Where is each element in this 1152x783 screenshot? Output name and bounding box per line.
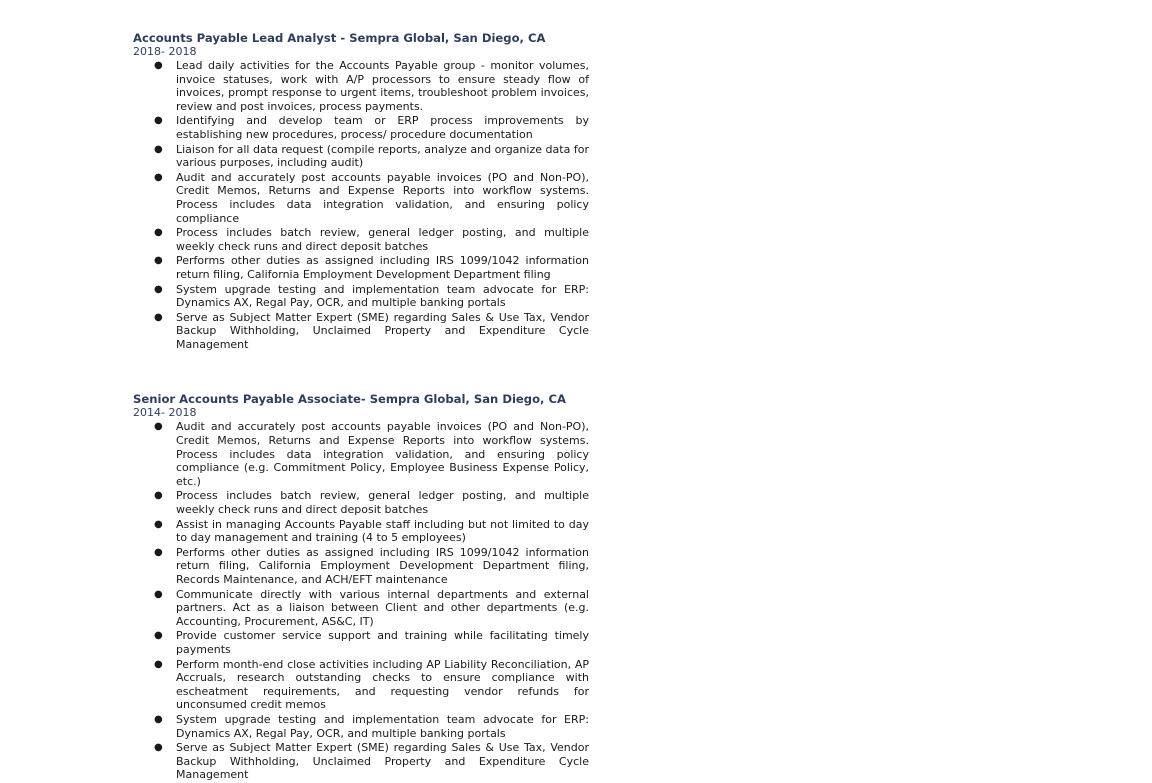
duty-text: Identifying and develop team or ERP process improvements by establishing new procedures, process/ procedure documentation	[176, 114, 589, 141]
bullet-icon: ●	[154, 227, 163, 239]
bullet-icon: ●	[154, 255, 163, 267]
bullet-icon: ●	[154, 713, 163, 725]
duty-text: Serve as Subject Matter Expert (SME) regarding Sales & Use Tax, Vendor Backup Withholding, Unclaimed Property and Expenditure Cycle Management	[176, 310, 589, 351]
bullet-icon: ●	[154, 546, 163, 558]
duties-list	[133, 420, 589, 781]
duty-text: System upgrade testing and implementation team advocate for ERP: Dynamics AX, Regal Pay, OCR, and multiple banking portals	[176, 712, 589, 740]
bullet-icon: ●	[154, 742, 163, 754]
job-entry-ap-lead-analyst	[133, 31, 589, 351]
job-entry-senior-ap-associate	[133, 392, 589, 781]
duty-item	[133, 283, 589, 310]
duty-item	[133, 629, 589, 656]
bullet-icon: ●	[154, 143, 163, 155]
duty-text: Communicate directly with various internal departments and external partners. Act as a liaison between Client and other departments (e.g. Accounting, Procurement, AS&C, IT)	[176, 587, 589, 628]
duty-text: Process includes batch review, general ledger posting, and multiple weekly check runs and direct deposit batches	[176, 226, 589, 253]
duty-item	[133, 713, 589, 740]
bullet-icon: ●	[154, 171, 163, 183]
duty-item	[133, 658, 589, 712]
duty-text: Perform month-end close activities including AP Liability Reconciliation, AP Accruals, research outstanding checks to ensure compliance with escheatment requirements, and requesting vendor refunds for unconsumed credit memos	[176, 657, 589, 712]
duty-text: Process includes batch review, general ledger posting, and multiple weekly check runs and direct deposit batches	[176, 489, 589, 517]
duty-text: Liaison for all data request (compile reports, analyze and organize data for various purposes, including audit)	[176, 142, 589, 170]
bullet-icon: ●	[154, 518, 163, 530]
duty-text: Provide customer service support and training while facilitating timely payments	[176, 629, 589, 656]
bullet-icon: ●	[154, 115, 163, 127]
duty-item	[133, 143, 589, 170]
bullet-icon: ●	[154, 658, 163, 670]
bullet-icon: ●	[154, 588, 163, 600]
job-title: Senior Accounts Payable Associate- Sempra Global, San Diego, CA	[133, 392, 566, 407]
job-dates: 2018- 2018	[133, 45, 197, 58]
duty-text: System upgrade testing and implementation team advocate for ERP: Dynamics AX, Regal Pay, OCR, and multiple banking portals	[176, 282, 589, 310]
duty-item	[133, 420, 589, 488]
duty-text: Lead daily activities for the Accounts Payable group - monitor volumes, invoice statuses, work with A/P processors to ensure steady flow of invoices, prompt response to urgent items, troubleshoot problem invoices, review and post invoices, process payments.	[176, 59, 589, 113]
duty-text: Assist in managing Accounts Payable staff including but not limited to day to day management and training (4 to 5 employees)	[176, 517, 589, 545]
job-title: Accounts Payable Lead Analyst - Sempra Global, San Diego, CA	[133, 31, 546, 45]
duty-item	[133, 546, 589, 587]
bullet-icon: ●	[154, 311, 163, 323]
bullet-icon: ●	[154, 60, 163, 71]
bullet-icon: ●	[154, 490, 163, 502]
duty-item	[133, 489, 589, 516]
duty-item	[133, 226, 589, 253]
duty-item	[133, 518, 589, 545]
bullet-icon: ●	[154, 283, 163, 295]
duty-item	[133, 171, 589, 225]
duty-text: Audit and accurately post accounts payable invoices (PO and Non-PO), Credit Memos, Returns and Expense Reports into workflow systems. Process includes data integration validation, and ensuring policy compliance	[176, 170, 589, 225]
duty-item	[133, 311, 589, 352]
duty-item	[133, 254, 589, 281]
duty-item	[133, 741, 589, 782]
bullet-icon: ●	[154, 630, 163, 642]
duties-list	[133, 59, 589, 351]
bullet-icon: ●	[154, 421, 163, 433]
duty-item	[133, 59, 589, 113]
resume-experience-section	[133, 31, 589, 783]
duty-text: Performs other duties as assigned including IRS 1099/1042 information return filing, California Employment Development Department filing, Records Maintenance, and ACH/EFT maintenance	[176, 545, 589, 586]
duty-text: Audit and accurately post accounts payable invoices (PO and Non-PO), Credit Memos, Returns and Expense Reports into workflow systems. Process includes data integration validation, and ensuring policy compliance (e.g. Commitment Policy, Employee Business Expense Policy, etc.)	[176, 420, 589, 488]
duty-item	[133, 114, 589, 141]
duty-text: Serve as Subject Matter Expert (SME) regarding Sales & Use Tax, Vendor Backup Withholding, Unclaimed Property and Expenditure Cycle Management	[176, 741, 589, 782]
job-dates: 2014- 2018	[133, 406, 197, 420]
duty-item	[133, 588, 589, 629]
duty-text: Performs other duties as assigned including IRS 1099/1042 information return filing, California Employment Development Department filing	[176, 254, 589, 281]
